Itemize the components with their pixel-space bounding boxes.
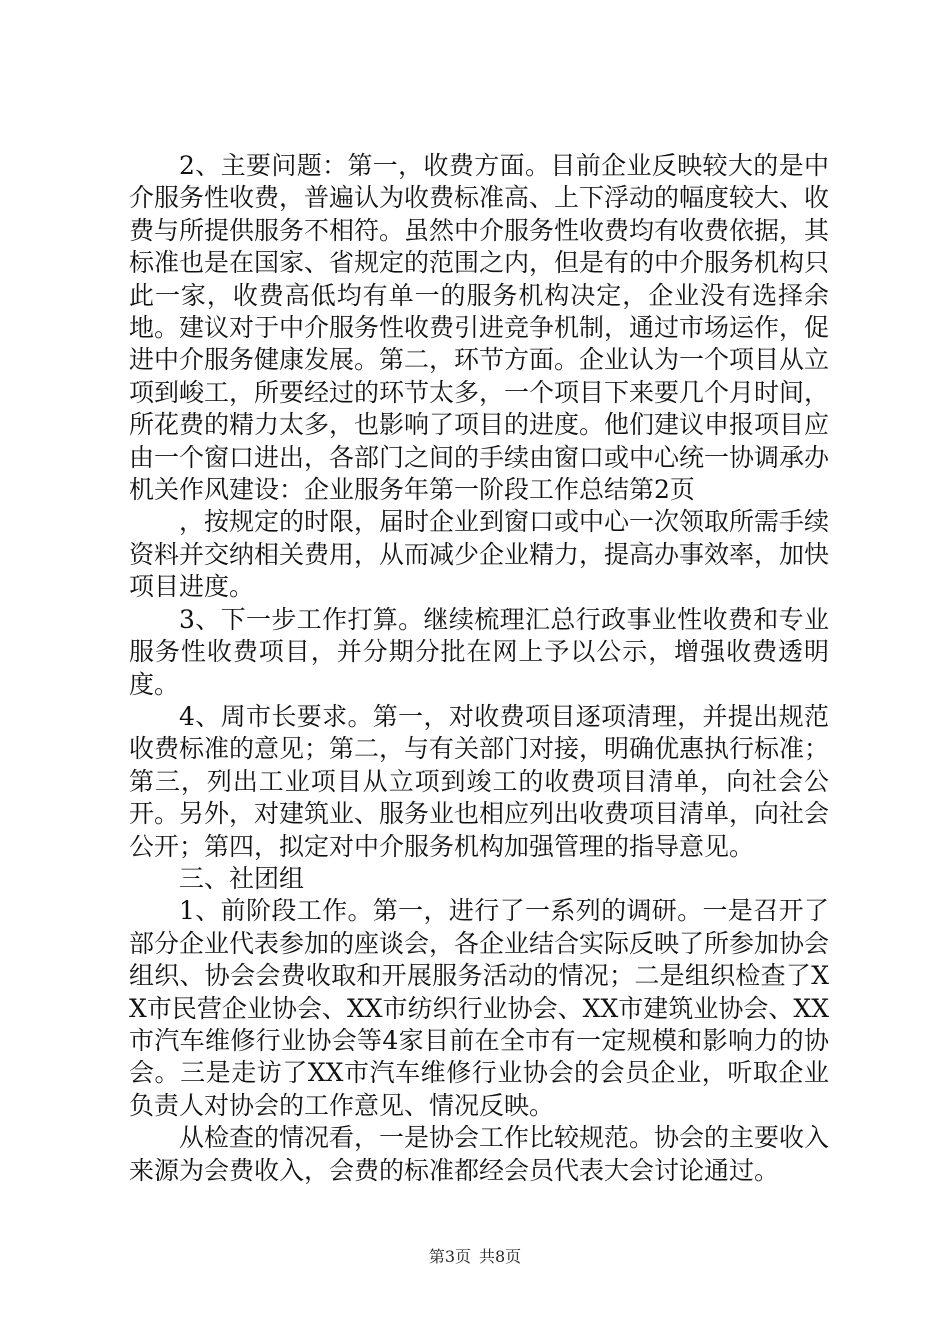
page-number: 第3页	[428, 1247, 471, 1266]
paragraph-mayor-requirements: 4、周市长要求。第一，对收费项目逐项清理，并提出规范收费标准的意见；第二，与有关部门对接，明确优惠执行标准；第三，列出工业项目从立项到竣工的收费项目清单，向社会公开。另外，对建筑业、服务业也相应列出收费项目清单，向社会公开；第四，拟定对中介服务机构加强管理的指导意见。	[129, 701, 830, 861]
page-footer	[0, 1244, 950, 1267]
paragraph-main-problems: 2、主要问题：第一，收费方面。目前企业反映较大的是中介服务性收费，普遍认为收费标准高、上下浮动的幅度较大、收费与所提供服务不相符。虽然中介服务性收费均有收费依据，其标准也是在国家、省规定的范围之内，但是有的中介服务机构只此一家，收费高低均有单一的服务机构决定，企业没有选择余地。建议对于中介服务性收费引进竞争机制，通过市场运作，促进中介服务健康发展。第二，环节方面。企业认为一个项目从立项到峻工，所要经过的环节太多，一个项目下来要几个月时间，所花费的精力太多，也影响了项目的进度。他们建议申报项目应由一个窗口进出，各部门之间的手续由窗口或中心统一协调承办机关作风建设：企业服务年第一阶段工作总结第2页	[129, 151, 830, 505]
paragraph-continuation: ，按规定的时限，届时企业到窗口或中心一次领取所需手续资料并交纳相关费用，从而减少企业精力，提高办事效率，加快项目进度。	[129, 507, 830, 602]
paragraph-inspection-findings: 从检查的情况看，一是协会工作比较规范。协会的主要收入来源为会费收入，会费的标准都经会员代表大会讨论通过。	[129, 1123, 830, 1185]
section-heading-association-group: 三、社团组	[179, 863, 305, 893]
page-total: 共8页	[479, 1247, 522, 1266]
paragraph-next-steps: 3、下一步工作打算。继续梳理汇总行政事业性收费和专业服务性收费项目，并分期分批在网上予以公示，增强收费透明度。	[129, 604, 829, 699]
document-body	[129, 150, 829, 1187]
paragraph-previous-work: 1、前阶段工作。第一，进行了一系列的调研。一是召开了部分企业代表参加的座谈会，各企业结合实际反映了所参加协会组织、协会会费收取和开展服务活动的情况；二是组织检查了XX市民营企业协会、XX市纺织行业协会、XX市建筑业协会、XX市汽车维修行业协会等4家目前在全市有一定规模和影响力的协会。三是走访了XX市汽车维修行业协会的会员企业，听取企业负责人对协会的工作意见、情况反映。	[129, 896, 830, 1120]
